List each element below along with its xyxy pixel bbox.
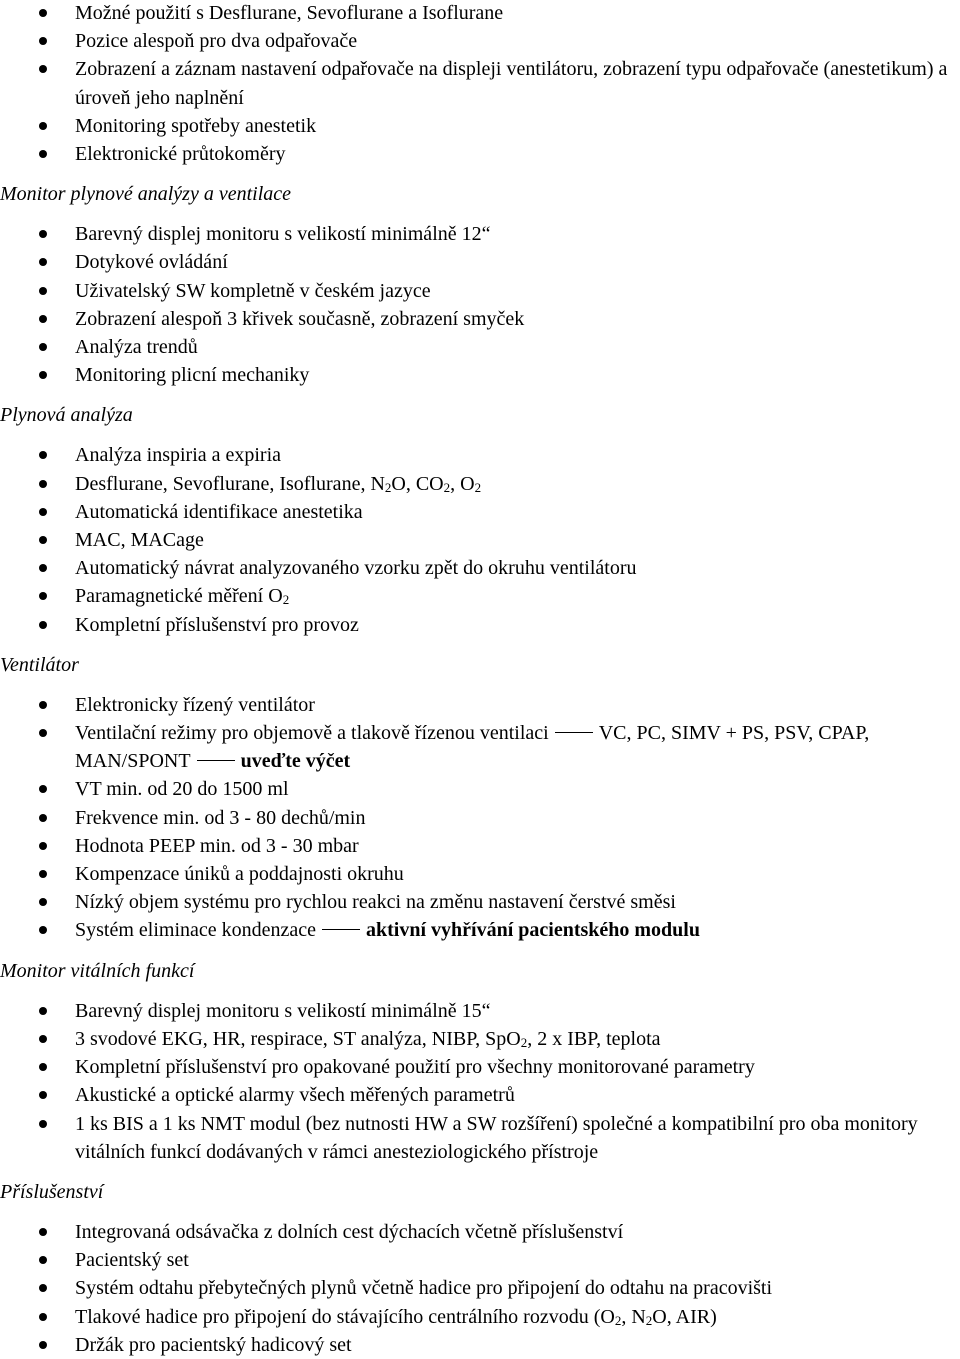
list-item: VT min. od 20 do 1500 ml [0, 775, 960, 803]
list-item: Integrovaná odsávačka z dolních cest dýchacích včetně příslušenství [0, 1218, 960, 1246]
text-run: , 2 x IBP, teplota [527, 1027, 661, 1050]
list-item [0, 470, 960, 498]
list-item [0, 1025, 960, 1053]
list-item: Kompenzace úniků a poddajnosti okruhu [0, 860, 960, 888]
section-heading-vital-monitor: Monitor vitálních funkcí [0, 959, 195, 982]
text-run: , O [450, 472, 475, 495]
list-item: Monitoring plicní mechaniky [0, 361, 960, 389]
subscript: 2 [520, 1034, 528, 1050]
list-item [0, 582, 960, 610]
subscript: 2 [614, 1312, 622, 1328]
text-run: 3 svodové EKG, HR, respirace, ST analýza, NIBP, SpO [75, 1027, 521, 1050]
emphasis-text: aktivní vyhřívání pacientského modulu [366, 919, 700, 942]
subscript: 2 [384, 479, 392, 495]
text-run: Systém eliminace kondenzace [75, 919, 317, 942]
list-item: MAC, MACage [0, 526, 960, 554]
dash [555, 732, 593, 733]
text-run: Ventilační režimy pro objemově a tlakově řízenou ventilaci [75, 722, 549, 745]
vital-monitor-bullet-list [0, 997, 960, 1166]
list-item: Analýza trendů [0, 333, 960, 361]
ventilator-bullet-list [0, 691, 960, 945]
list-item: Elektronické průtokoměry [0, 140, 960, 168]
list-item: Kompletní příslušenství pro provoz [0, 611, 960, 639]
list-item: Automatický návrat analyzovaného vzorku zpět do okruhu ventilátoru [0, 554, 960, 582]
dash [197, 760, 235, 761]
subscript: 2 [282, 592, 290, 608]
section-heading-monitor: Monitor plynové analýzy a ventilace [0, 183, 292, 206]
list-item: Analýza inspiria a expiria [0, 441, 960, 469]
text-run: , N [621, 1305, 646, 1328]
text-run: Paramagnetické měření O [75, 585, 283, 608]
list-item: Pozice alespoň pro dva odpařovače [0, 27, 960, 55]
dash [322, 929, 360, 930]
gas-analysis-bullet-list [0, 441, 960, 638]
list-item: Zobrazení alespoň 3 křivek současně, zobrazení smyček [0, 305, 960, 333]
list-item: Barevný displej monitoru s velikostí minimálně 15“ [0, 997, 960, 1025]
list-item [0, 916, 960, 944]
list-item: Monitoring spotřeby anestetik [0, 112, 960, 140]
list-item: Elektronicky řízený ventilátor [0, 691, 960, 719]
emphasis-text: uveďte výčet [240, 750, 351, 773]
list-item: Barevný displej monitoru s velikostí minimálně 12“ [0, 220, 960, 248]
list-item: Zobrazení a záznam nastavení odpařovače na displeji ventilátoru, zobrazení typu odpařovače (anestetikum) a úroveň jeho naplnění [0, 55, 960, 111]
list-item: Uživatelský SW kompletně v českém jazyce [0, 277, 960, 305]
list-item: Kompletní příslušenství pro opakované použití pro všechny monitorované parametry [0, 1053, 960, 1081]
subscript: 2 [474, 479, 482, 495]
text-run: Tlakové hadice pro připojení do stávajícího centrálního rozvodu (O [75, 1305, 615, 1328]
list-item: Pacientský set [0, 1246, 960, 1274]
top-bullet-list [0, 0, 960, 168]
section-heading-gas-analysis: Plynová analýza [0, 404, 133, 427]
list-item [0, 719, 960, 775]
list-item: Frekvence min. od 3 - 80 dechů/min [0, 804, 960, 832]
list-item: Možné použití s Desflurane, Sevoflurane a Isoflurane [0, 0, 960, 27]
list-item: Automatická identifikace anestetika [0, 498, 960, 526]
section-heading-ventilator: Ventilátor [0, 653, 79, 676]
text-run: O, AIR) [652, 1305, 717, 1328]
list-item: Akustické a optické alarmy všech měřených parametrů [0, 1081, 960, 1109]
list-item: Systém odtahu přebytečných plynů včetně hadice pro připojení do odtahu na pracovišti [0, 1274, 960, 1302]
subscript: 2 [443, 479, 451, 495]
list-item [0, 1303, 960, 1331]
text-run: Desflurane, Sevoflurane, Isoflurane, N [75, 472, 385, 495]
text-run: VC, PC, SIMV + PS, PSV, CPAP, MAN/SPONT [75, 722, 870, 773]
section-heading-accessories: Příslušenství [0, 1180, 104, 1203]
text-run: O, CO [391, 472, 444, 495]
accessories-bullet-list [0, 1218, 960, 1359]
monitor-bullet-list [0, 220, 960, 389]
list-item: Dotykové ovládání [0, 248, 960, 276]
list-item: 1 ks BIS a 1 ks NMT modul (bez nutnosti HW a SW rozšíření) společné a kompatibilní pro oba monitory vitálních funkcí dodávaných v rámci anesteziologického přístroje [0, 1110, 960, 1166]
subscript: 2 [645, 1312, 653, 1328]
list-item: Hodnota PEEP min. od 3 - 30 mbar [0, 832, 960, 860]
list-item: Držák pro pacientský hadicový set [0, 1331, 960, 1359]
list-item: Nízký objem systému pro rychlou reakci na změnu nastavení čerstvé směsi [0, 888, 960, 916]
